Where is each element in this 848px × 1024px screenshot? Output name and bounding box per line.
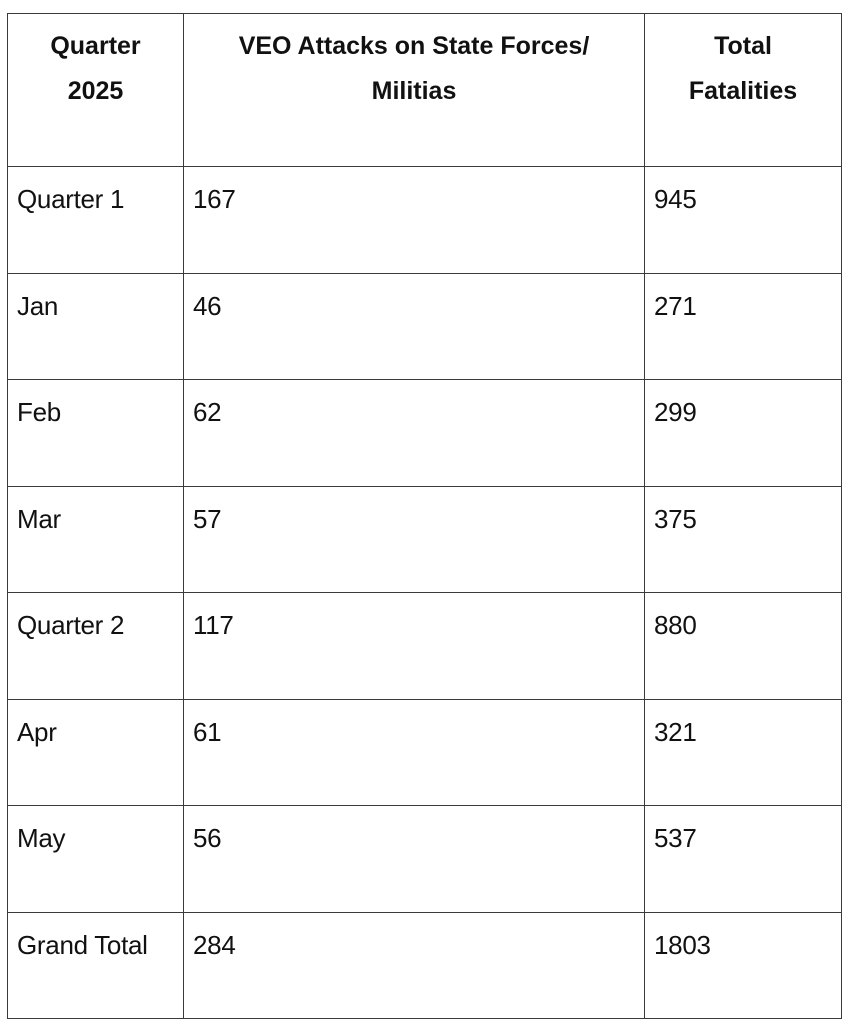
table-row bbox=[8, 699, 842, 806]
period-label: May bbox=[17, 823, 66, 853]
attacks-cell bbox=[184, 806, 645, 913]
period-cell bbox=[8, 273, 184, 380]
period-label: Feb bbox=[17, 397, 61, 427]
fatalities-cell bbox=[645, 806, 842, 913]
table-row bbox=[8, 593, 842, 700]
fatalities-cell bbox=[645, 912, 842, 1019]
period-cell bbox=[8, 806, 184, 913]
period-cell bbox=[8, 380, 184, 487]
attacks-cell bbox=[184, 380, 645, 487]
header-veo-attacks bbox=[184, 14, 645, 167]
attacks-cell bbox=[184, 486, 645, 593]
header-veo-attacks-line-1: VEO Attacks on State Forces/ bbox=[238, 32, 590, 60]
period-cell bbox=[8, 699, 184, 806]
header-total-fatalities-line-2: Fatalities bbox=[688, 77, 798, 105]
period-cell bbox=[8, 912, 184, 1019]
period-cell bbox=[8, 593, 184, 700]
period-cell bbox=[8, 167, 184, 274]
fatalities-cell bbox=[645, 273, 842, 380]
table-row bbox=[8, 912, 842, 1019]
fatalities-value: 299 bbox=[654, 397, 697, 427]
period-label: Jan bbox=[17, 290, 59, 321]
attacks-value: 167 bbox=[193, 184, 236, 214]
attacks-value: 284 bbox=[193, 929, 236, 960]
fatalities-cell bbox=[645, 380, 842, 487]
table-row bbox=[8, 167, 842, 274]
fatalities-value: 271 bbox=[654, 290, 697, 321]
table-row bbox=[8, 806, 842, 913]
fatalities-cell bbox=[645, 486, 842, 593]
period-label: Mar bbox=[17, 503, 61, 534]
table-row bbox=[8, 380, 842, 487]
data-table bbox=[7, 13, 842, 1019]
attacks-value: 46 bbox=[193, 290, 222, 321]
period-label: Quarter 2 bbox=[17, 610, 125, 640]
attacks-value: 57 bbox=[193, 503, 222, 534]
attacks-value: 62 bbox=[193, 397, 222, 427]
period-label: Apr bbox=[17, 716, 57, 747]
attacks-cell bbox=[184, 167, 645, 274]
header-total-fatalities-line-1: Total bbox=[714, 32, 772, 60]
header-row bbox=[8, 14, 842, 167]
fatalities-value: 321 bbox=[654, 716, 697, 747]
header-quarter-line-2: 2025 bbox=[67, 77, 124, 105]
header-quarter bbox=[8, 14, 184, 167]
fatalities-value: 945 bbox=[654, 184, 697, 214]
fatalities-value: 375 bbox=[654, 503, 697, 534]
period-label: Grand Total bbox=[17, 929, 148, 960]
fatalities-cell bbox=[645, 593, 842, 700]
header-quarter-line-1: Quarter bbox=[50, 32, 141, 60]
attacks-cell bbox=[184, 912, 645, 1019]
fatalities-value: 1803 bbox=[654, 929, 711, 960]
header-veo-attacks-line-2: Militias bbox=[371, 77, 457, 105]
period-cell bbox=[8, 486, 184, 593]
fatalities-value: 537 bbox=[654, 823, 697, 853]
attacks-cell bbox=[184, 593, 645, 700]
fatalities-cell bbox=[645, 167, 842, 274]
header-total-fatalities bbox=[645, 14, 842, 167]
attacks-value: 117 bbox=[193, 610, 234, 640]
attacks-value: 56 bbox=[193, 823, 222, 853]
table-row bbox=[8, 273, 842, 380]
period-label: Quarter 1 bbox=[17, 184, 125, 214]
fatalities-cell bbox=[645, 699, 842, 806]
table-row bbox=[8, 486, 842, 593]
attacks-cell bbox=[184, 699, 645, 806]
fatalities-value: 880 bbox=[654, 610, 697, 640]
attacks-cell bbox=[184, 273, 645, 380]
attacks-value: 61 bbox=[193, 716, 222, 747]
